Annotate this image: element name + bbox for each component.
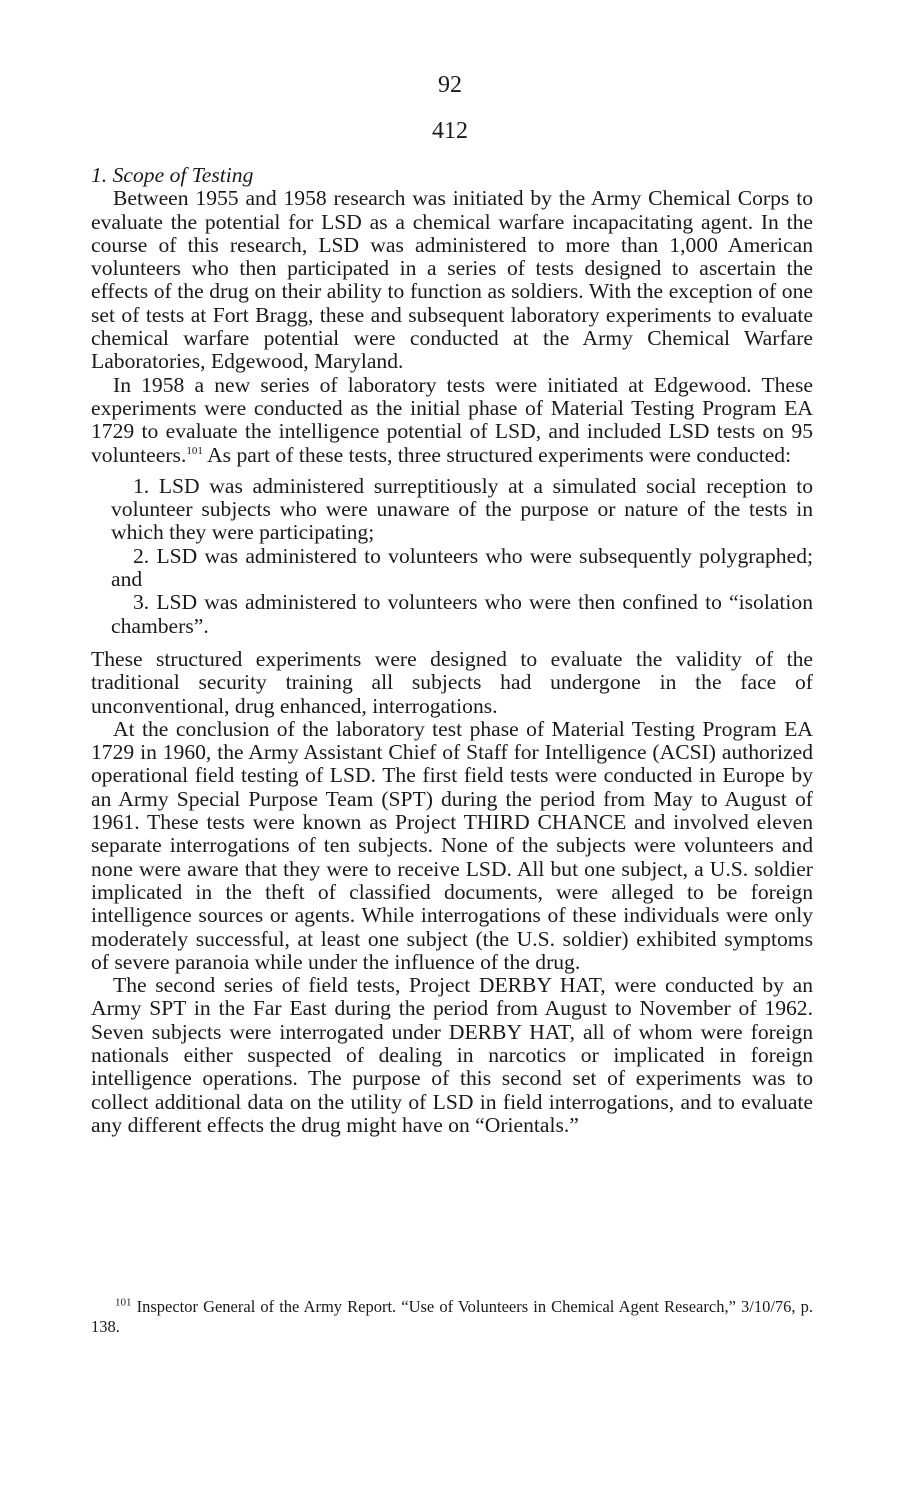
paragraph-2-text-cont: As part of these tests, three structured experiments were conducted: [202,442,792,467]
list-item: 2. LSD was administered to volunteers who were subsequently polygraphed; and [111,543,813,592]
section-number: 1. [91,163,108,187]
footnote-text: Inspector General of the Army Report. “Use of Volunteers in Chemical Agent Research,” 3/10/76, p. 138. [91,1297,813,1336]
footnote-reference: 101 [186,444,203,457]
paragraph-2-text: In 1958 a new series of laboratory tests were initiated at Edgewood. These experiments were conducted as the initial phase of Material Testing Program EA 1729 to evaluate the intelligence potential of LSD, and included LSD tests on 95 volunteers. [91,372,813,467]
paragraph-3: These structured experiments were designed to evaluate the validity of the traditional security training all subjects had undergone in the face of unconventional, drug enhanced, interrogations. [91,646,813,718]
footnote-number: 101 [115,1296,132,1309]
paragraph-1: Between 1955 and 1958 research was initiated by the Army Chemical Corps to evaluate the potential for LSD as a chemical warfare incapacitating agent. In the course of this research, LSD was administered to more than 1,000 American volunteers who then participated in a series of tests designed to ascertain the effects of the drug on their ability to function as soldiers. With the exception of one set of tests at Fort Bragg, these and subsequent laboratory experiments to evaluate chemical warfare potential were conducted at the Army Chemical Warfare Laboratories, Edgewood, Maryland. [91,186,813,374]
footnote [91,1297,813,1337]
paragraph-4: At the conclusion of the laboratory test phase of Material Testing Program EA 1729 in 1960, the Army Assistant Chief of Staff for Intelligence (ACSI) authorized operational field testing of LSD. The first field tests were conducted in Europe by an Army Special Purpose Team (SPT) during the period from May to August of 1961. These tests were known as Project THIRD CHANCE and involved eleven separate interrogations of ten subjects. None of the subjects were volunteers and none were aware that they were to receive LSD. All but one subject, a U.S. soldier implicated in the theft of classified documents, were alleged to be foreign intelligence sources or agents. While interrogations of these individuals were only moderately successful, at least one subject (the U.S. soldier) exhibited symptoms of severe paranoia while under the influence of the drug. [91,716,813,974]
paragraph-2 [91,374,813,467]
section-heading [91,164,813,187]
list-item: 3. LSD was administered to volunteers who were then confined to “isolation chambers”. [111,590,813,638]
body-text [91,164,813,1137]
page-number-top: 92 [438,72,462,98]
list-item: 1. LSD was administered surreptitiously at a simulated social reception to volunteer subjects who were unaware of the purpose or nature of the tests in which they were participating; [111,473,813,545]
experiment-list [91,475,813,638]
page-number-second: 412 [432,118,468,144]
section-title: Scope of Testing [112,163,254,187]
paragraph-5: The second series of field tests, Project DERBY HAT, were conducted by an Army SPT in the Far East during the period from August to November of 1962. Seven subjects were interrogated under DERBY HAT, all of whom were foreign nationals either suspected of dealing in narcotics or implicated in foreign intelligence operations. The purpose of this second set of experiments was to collect additional data on the utility of LSD in field interrogations, and to evaluate any different effects the drug might have on “Orientals.” [91,973,813,1137]
